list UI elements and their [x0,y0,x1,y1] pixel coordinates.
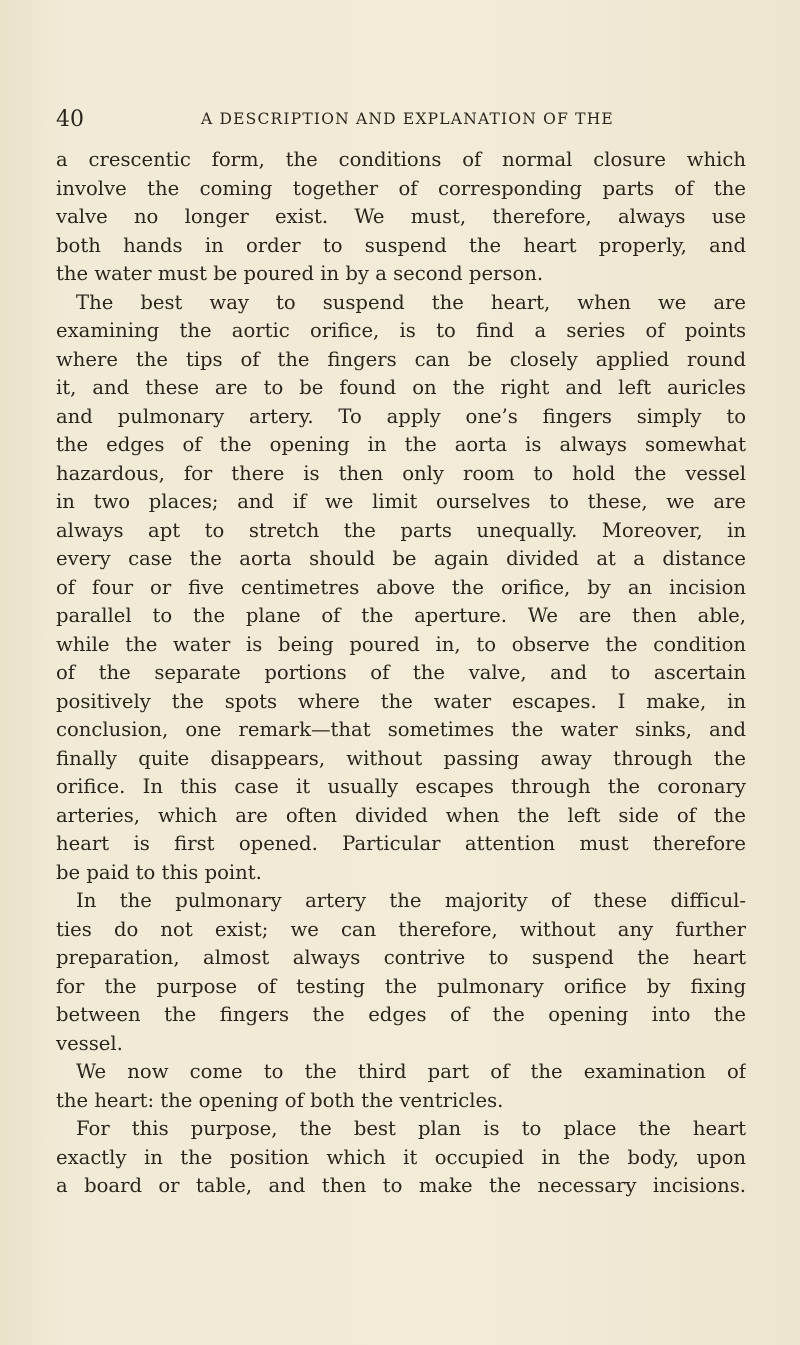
text-line: for the purpose of testing the pulmonary orifice by fixing [56,974,746,998]
text-line: a crescentic form, the conditions of normal closure which [56,148,746,171]
text-line: vessel. [56,1031,123,1055]
text-line: conclusion, one remark—that sometimes the water sinks, and [56,718,746,741]
text-line: always apt to stretch the parts unequally. Moreover, in [56,518,746,542]
text-line: examining the aortic orifice, is to find a series of points [56,319,746,342]
text-line: while the water is being poured in, to observe the condition [56,632,746,656]
paragraph-start-line: We now come to the third part of the examination of [76,1060,746,1083]
text-line: the edges of the opening in the aorta is always somewhat [56,433,746,456]
text-line: and pulmonary artery. To apply one’s fingers simply to [56,404,746,428]
running-head [56,107,756,137]
text-line: of four or five centimetres above the orifice, by an incision [56,575,746,599]
text-line: where the tips of the fingers can be closely applied round [56,347,746,371]
text-line: finally quite disappears, without passing away through the [56,746,746,770]
text-line: a board or table, and then to make the necessary incisions. [56,1174,746,1197]
text-line: arteries, which are often divided when the left side of the [56,803,746,827]
text-line: heart is first opened. Particular attention must therefore [56,832,746,855]
text-line: the water must be poured in by a second person. [56,262,544,285]
text-line: every case the aorta should be again divided at a distance [56,547,746,570]
text-line: it, and these are to be found on the right and left auricles [56,376,746,399]
text-line: of the separate portions of the valve, and to ascertain [56,661,746,684]
text-line: involve the coming together of corresponding parts of the [56,176,746,200]
paragraph-start-line: In the pulmonary artery the majority of these difficul- [76,889,746,912]
page-number: 40 [56,107,84,132]
running-title: A DESCRIPTION AND EXPLANATION OF THE [201,110,614,128]
text-line: positively the spots where the water escapes. I make, in [56,689,746,713]
paragraph-start-line: For this purpose, the best plan is to place the heart [76,1117,746,1140]
text-line: parallel to the plane of the aperture. We are then able, [56,604,746,627]
text-line: between the fingers the edges of the opening into the [56,1003,746,1026]
paragraph-start-line: The best way to suspend the heart, when we are [76,290,746,314]
text-line: hazardous, for there is then only room to hold the vessel [56,461,746,485]
text-line: both hands in order to suspend the heart properly, and [56,233,746,257]
text-line: preparation, almost always contrive to suspend the heart [56,946,746,969]
text-line: orifice. In this case it usually escapes through the coronary [56,775,746,798]
body-text [56,146,746,1201]
text-line: valve no longer exist. We must, therefore, always use [56,205,746,228]
text-line: exactly in the position which it occupied in the body, upon [56,1145,746,1169]
text-line: in two places; and if we limit ourselves to these, we are [56,490,746,513]
text-line: the heart: the opening of both the ventricles. [56,1088,504,1112]
text-line: be paid to this point. [56,860,262,884]
text-line: ties do not exist; we can therefore, without any further [56,917,746,941]
